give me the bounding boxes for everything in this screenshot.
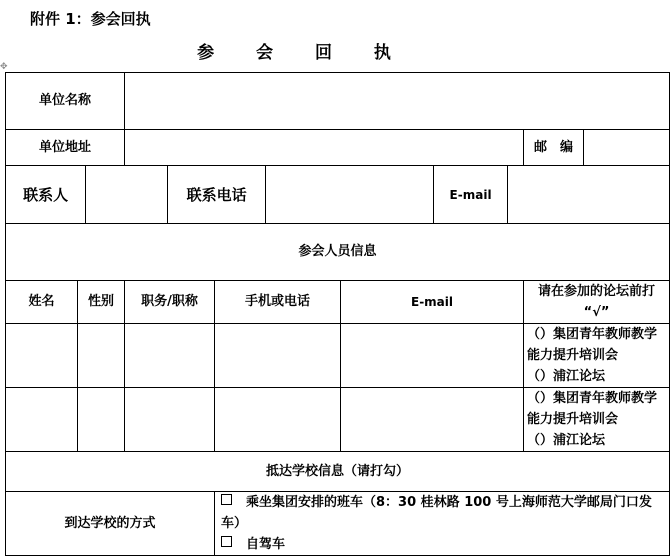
attendee-section-title: 参会人员信息 <box>6 224 670 281</box>
unit-address-label: 单位地址 <box>6 130 125 166</box>
header-position: 职务/职称 <box>125 281 215 324</box>
forum-note-line2: “√” <box>583 305 610 320</box>
arrival-option-selfdrive-label: 自驾车 <box>246 537 286 552</box>
attendee-name-cell[interactable] <box>6 324 78 388</box>
contact-person-field[interactable] <box>86 166 168 223</box>
arrival-option-selfdrive[interactable] <box>221 534 666 555</box>
contact-phone-field[interactable] <box>265 166 434 223</box>
contact-person-label: 联系人 <box>6 166 86 223</box>
contact-subtable <box>6 166 669 223</box>
contact-email-label: E-mail <box>434 166 507 223</box>
postcode-label: 邮 编 <box>524 130 584 166</box>
contact-row <box>6 166 670 224</box>
table-move-handle-icon[interactable]: ✥ <box>0 62 8 72</box>
header-phone: 手机或电话 <box>215 281 341 324</box>
arrival-option-shuttle[interactable] <box>221 492 666 534</box>
unit-name-row <box>6 73 670 130</box>
postcode-field[interactable] <box>584 130 670 166</box>
contact-email-field[interactable] <box>507 166 669 223</box>
unit-name-label: 单位名称 <box>6 73 125 130</box>
arrival-option-shuttle-label: 乘坐集团安排的班车（8：30 桂林路 100 号上海师范大学邮局门口发车） <box>221 495 652 531</box>
attendee-name-cell[interactable] <box>6 388 78 452</box>
attendee-header-row <box>6 281 670 324</box>
attendee-email-cell[interactable] <box>341 388 524 452</box>
unit-address-row <box>6 130 670 166</box>
attendee-position-cell[interactable] <box>125 388 215 452</box>
unit-address-field[interactable] <box>125 130 524 166</box>
forum-option-pujiang[interactable]: （）浦江论坛 <box>527 433 606 448</box>
forum-option-pujiang[interactable]: （）浦江论坛 <box>527 369 606 384</box>
forum-option-training[interactable]: （）集团青年教师教学能力提升培训会 <box>527 391 658 427</box>
checkbox-icon[interactable] <box>221 494 232 505</box>
forum-note-line1: 请在参加的论坛前打 <box>538 284 656 299</box>
attendee-row <box>6 324 670 388</box>
attendee-row <box>6 388 670 452</box>
header-name: 姓名 <box>6 281 78 324</box>
attendee-forum-cell <box>524 324 670 388</box>
attendee-phone-cell[interactable] <box>215 388 341 452</box>
arrival-method-label: 到达学校的方式 <box>6 492 215 556</box>
unit-name-field[interactable] <box>125 73 670 130</box>
attendee-position-cell[interactable] <box>125 324 215 388</box>
attendee-email-cell[interactable] <box>341 324 524 388</box>
attendee-gender-cell[interactable] <box>78 388 125 452</box>
attachment-label: 附件 1：参会回执 <box>30 10 151 28</box>
attendee-gender-cell[interactable] <box>78 324 125 388</box>
header-email: E-mail <box>341 281 524 324</box>
checkbox-icon[interactable] <box>221 536 232 547</box>
arrival-options-cell <box>215 492 670 556</box>
contact-phone-label: 联系电话 <box>168 166 266 223</box>
attendee-section-row <box>6 224 670 281</box>
receipt-table <box>5 72 670 556</box>
attendee-forum-cell <box>524 388 670 452</box>
header-gender: 性别 <box>78 281 125 324</box>
arrival-section-title: 抵达学校信息（请打勾） <box>6 452 670 492</box>
arrival-method-row <box>6 492 670 556</box>
attendee-phone-cell[interactable] <box>215 324 341 388</box>
header-forum-note <box>524 281 670 324</box>
form-title: 参 会 回 执 <box>197 43 409 63</box>
forum-option-training[interactable]: （）集团青年教师教学能力提升培训会 <box>527 327 658 363</box>
arrival-section-row <box>6 452 670 492</box>
